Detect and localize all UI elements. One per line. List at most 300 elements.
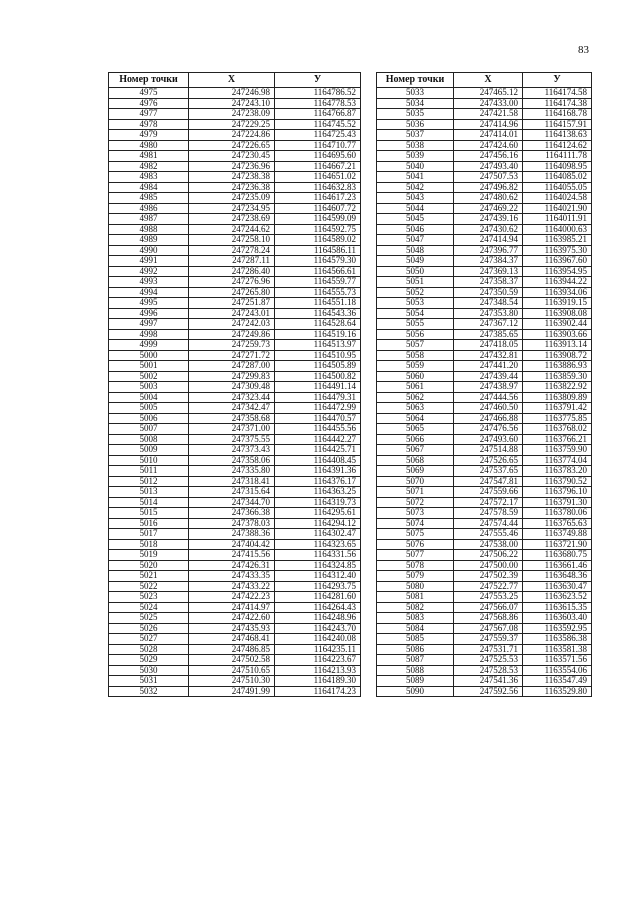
header-y: У: [523, 73, 592, 88]
point-number-cell: 5033: [377, 88, 454, 99]
y-coordinate-cell: 1163547.49: [523, 676, 592, 687]
y-coordinate-cell: 1164607.72: [275, 203, 361, 214]
point-number-cell: 5013: [109, 487, 189, 498]
point-number-cell: 5045: [377, 214, 454, 225]
y-coordinate-cell: 1164248.96: [275, 613, 361, 624]
x-coordinate-cell: 247348.54: [454, 298, 523, 309]
x-coordinate-cell: 247538.00: [454, 539, 523, 550]
table-row: [377, 665, 592, 676]
x-coordinate-cell: 247236.96: [189, 161, 275, 172]
table-row: [109, 193, 361, 204]
point-number-cell: 5080: [377, 581, 454, 592]
point-number-cell: 5030: [109, 665, 189, 676]
point-number-cell: 5009: [109, 445, 189, 456]
table-row: [109, 172, 361, 183]
point-number-cell: 5017: [109, 529, 189, 540]
point-number-cell: 5081: [377, 592, 454, 603]
y-coordinate-cell: 1163944.22: [523, 277, 592, 288]
table-row: [109, 644, 361, 655]
point-number-cell: 5014: [109, 497, 189, 508]
table-row: [377, 308, 592, 319]
y-coordinate-cell: 1164138.63: [523, 130, 592, 141]
x-coordinate-cell: 247358.06: [189, 455, 275, 466]
x-coordinate-cell: 247224.86: [189, 130, 275, 141]
point-number-cell: 5038: [377, 140, 454, 151]
table-row: [377, 655, 592, 666]
y-coordinate-cell: 1163985.21: [523, 235, 592, 246]
y-coordinate-cell: 1164174.58: [523, 88, 592, 99]
y-coordinate-cell: 1163796.10: [523, 487, 592, 498]
y-coordinate-cell: 1164513.97: [275, 340, 361, 351]
point-number-cell: 5068: [377, 455, 454, 466]
y-coordinate-cell: 1163529.80: [523, 686, 592, 697]
x-coordinate-cell: 247287.00: [189, 361, 275, 372]
point-number-cell: 4999: [109, 340, 189, 351]
y-coordinate-cell: 1164189.30: [275, 676, 361, 687]
y-coordinate-cell: 1163581.38: [523, 644, 592, 655]
x-coordinate-cell: 247559.66: [454, 487, 523, 498]
y-coordinate-cell: 1163721.90: [523, 539, 592, 550]
point-number-cell: 5019: [109, 550, 189, 561]
point-number-cell: 5060: [377, 371, 454, 382]
point-number-cell: 5089: [377, 676, 454, 687]
point-number-cell: 5067: [377, 445, 454, 456]
x-coordinate-cell: 247506.22: [454, 550, 523, 561]
point-number-cell: 5032: [109, 686, 189, 697]
table-row: [377, 235, 592, 246]
x-coordinate-cell: 247235.09: [189, 193, 275, 204]
table-row: [377, 214, 592, 225]
point-number-cell: 5059: [377, 361, 454, 372]
point-number-cell: 5055: [377, 319, 454, 330]
point-number-cell: 5028: [109, 644, 189, 655]
table-row: [377, 550, 592, 561]
y-coordinate-cell: 1164011.91: [523, 214, 592, 225]
point-number-cell: 5036: [377, 119, 454, 130]
table-row: [377, 476, 592, 487]
table-row: [109, 203, 361, 214]
y-coordinate-cell: 1164085.02: [523, 172, 592, 183]
x-coordinate-cell: 247500.00: [454, 560, 523, 571]
table-row: [109, 329, 361, 340]
point-number-cell: 4995: [109, 298, 189, 309]
x-coordinate-cell: 247276.96: [189, 277, 275, 288]
header-point-number: Номер точки: [377, 73, 454, 88]
point-number-cell: 5071: [377, 487, 454, 498]
table-row: [377, 98, 592, 109]
x-coordinate-cell: 247422.60: [189, 613, 275, 624]
table-row: [109, 592, 361, 603]
table-row: [109, 623, 361, 634]
point-number-cell: 4998: [109, 329, 189, 340]
y-coordinate-cell: 1164391.36: [275, 466, 361, 477]
x-coordinate-cell: 247350.59: [454, 287, 523, 298]
point-number-cell: 4986: [109, 203, 189, 214]
header-y: У: [275, 73, 361, 88]
x-coordinate-cell: 247480.62: [454, 193, 523, 204]
table-row: [377, 130, 592, 141]
x-coordinate-cell: 247435.93: [189, 623, 275, 634]
point-number-cell: 5043: [377, 193, 454, 204]
table-row: [109, 308, 361, 319]
y-coordinate-cell: 1164376.17: [275, 476, 361, 487]
header-row: [109, 73, 361, 88]
y-coordinate-cell: 1164559.77: [275, 277, 361, 288]
table-row: [109, 455, 361, 466]
table-row: [377, 224, 592, 235]
point-number-cell: 4997: [109, 319, 189, 330]
table-row: [109, 140, 361, 151]
x-coordinate-cell: 247460.50: [454, 403, 523, 414]
point-number-cell: 5023: [109, 592, 189, 603]
table-row: [109, 266, 361, 277]
table-row: [377, 161, 592, 172]
x-coordinate-cell: 247369.13: [454, 266, 523, 277]
point-number-cell: 5077: [377, 550, 454, 561]
point-number-cell: 5053: [377, 298, 454, 309]
y-coordinate-cell: 1164098.95: [523, 161, 592, 172]
table-row: [377, 497, 592, 508]
y-coordinate-cell: 1164528.64: [275, 319, 361, 330]
table-row: [377, 560, 592, 571]
table-row: [109, 518, 361, 529]
table-row: [377, 256, 592, 267]
x-coordinate-cell: 247335.80: [189, 466, 275, 477]
table-row: [377, 508, 592, 519]
point-number-cell: 4992: [109, 266, 189, 277]
x-coordinate-cell: 247242.03: [189, 319, 275, 330]
y-coordinate-cell: 1164324.85: [275, 560, 361, 571]
y-coordinate-cell: 1163783.20: [523, 466, 592, 477]
point-number-cell: 4978: [109, 119, 189, 130]
table-row: [377, 319, 592, 330]
y-coordinate-cell: 1163908.72: [523, 350, 592, 361]
x-coordinate-cell: 247430.62: [454, 224, 523, 235]
y-coordinate-cell: 1164055.05: [523, 182, 592, 193]
x-coordinate-cell: 247426.31: [189, 560, 275, 571]
point-number-cell: 4983: [109, 172, 189, 183]
table-row: [109, 256, 361, 267]
y-coordinate-cell: 1164000.63: [523, 224, 592, 235]
y-coordinate-cell: 1163791.42: [523, 403, 592, 414]
table-row: [377, 266, 592, 277]
point-number-cell: 5054: [377, 308, 454, 319]
point-number-cell: 5052: [377, 287, 454, 298]
x-coordinate-cell: 247566.07: [454, 602, 523, 613]
point-number-cell: 5011: [109, 466, 189, 477]
point-number-cell: 5087: [377, 655, 454, 666]
point-number-cell: 5040: [377, 161, 454, 172]
table-row: [109, 665, 361, 676]
x-coordinate-cell: 247238.69: [189, 214, 275, 225]
table-row: [109, 466, 361, 477]
table-row: [377, 445, 592, 456]
table-row: [377, 686, 592, 697]
table-row: [377, 623, 592, 634]
point-number-cell: 5073: [377, 508, 454, 519]
y-coordinate-cell: 1164264.43: [275, 602, 361, 613]
x-coordinate-cell: 247238.09: [189, 109, 275, 120]
table-row: [377, 634, 592, 645]
table-row: [377, 119, 592, 130]
point-number-cell: 4980: [109, 140, 189, 151]
table-row: [377, 676, 592, 687]
y-coordinate-cell: 1164174.23: [275, 686, 361, 697]
y-coordinate-cell: 1163967.60: [523, 256, 592, 267]
point-number-cell: 5062: [377, 392, 454, 403]
point-number-cell: 4981: [109, 151, 189, 162]
table-row: [377, 361, 592, 372]
point-number-cell: 5084: [377, 623, 454, 634]
point-number-cell: 5050: [377, 266, 454, 277]
point-number-cell: 5079: [377, 571, 454, 582]
y-coordinate-cell: 1163780.06: [523, 508, 592, 519]
x-coordinate-cell: 247353.80: [454, 308, 523, 319]
point-number-cell: 5041: [377, 172, 454, 183]
x-coordinate-cell: 247309.48: [189, 382, 275, 393]
table-row: [377, 287, 592, 298]
x-coordinate-cell: 247414.97: [189, 602, 275, 613]
point-number-cell: 5016: [109, 518, 189, 529]
table-row: [377, 245, 592, 256]
y-coordinate-cell: 1164294.12: [275, 518, 361, 529]
x-coordinate-cell: 247415.56: [189, 550, 275, 561]
point-number-cell: 5082: [377, 602, 454, 613]
x-coordinate-cell: 247414.96: [454, 119, 523, 130]
y-coordinate-cell: 1163759.90: [523, 445, 592, 456]
x-coordinate-cell: 247414.94: [454, 235, 523, 246]
table-row: [377, 109, 592, 120]
point-number-cell: 5046: [377, 224, 454, 235]
table-row: [109, 235, 361, 246]
point-number-cell: 5010: [109, 455, 189, 466]
y-coordinate-cell: 1164519.16: [275, 329, 361, 340]
x-coordinate-cell: 247367.12: [454, 319, 523, 330]
table-row: [109, 182, 361, 193]
y-coordinate-cell: 1164586.11: [275, 245, 361, 256]
x-coordinate-cell: 247414.01: [454, 130, 523, 141]
x-coordinate-cell: 247385.65: [454, 329, 523, 340]
y-coordinate-cell: 1164510.95: [275, 350, 361, 361]
x-coordinate-cell: 247251.87: [189, 298, 275, 309]
point-number-cell: 4994: [109, 287, 189, 298]
y-coordinate-cell: 1163554.06: [523, 665, 592, 676]
y-coordinate-cell: 1163822.92: [523, 382, 592, 393]
point-number-cell: 5078: [377, 560, 454, 571]
x-coordinate-cell: 247323.44: [189, 392, 275, 403]
y-coordinate-cell: 1163648.36: [523, 571, 592, 582]
point-number-cell: 5024: [109, 602, 189, 613]
x-coordinate-cell: 247491.99: [189, 686, 275, 697]
x-coordinate-cell: 247465.12: [454, 88, 523, 99]
point-number-cell: 4975: [109, 88, 189, 99]
table-row: [109, 361, 361, 372]
point-number-cell: 5061: [377, 382, 454, 393]
y-coordinate-cell: 1164312.40: [275, 571, 361, 582]
point-number-cell: 5035: [377, 109, 454, 120]
y-coordinate-cell: 1164293.75: [275, 581, 361, 592]
table-row: [109, 340, 361, 351]
x-coordinate-cell: 247375.55: [189, 434, 275, 445]
point-number-cell: 5075: [377, 529, 454, 540]
point-number-cell: 5064: [377, 413, 454, 424]
y-coordinate-cell: 1164500.82: [275, 371, 361, 382]
y-coordinate-cell: 1164599.09: [275, 214, 361, 225]
table-row: [109, 277, 361, 288]
x-coordinate-cell: 247418.05: [454, 340, 523, 351]
point-number-cell: 4977: [109, 109, 189, 120]
point-number-cell: 5083: [377, 613, 454, 624]
point-number-cell: 4996: [109, 308, 189, 319]
point-number-cell: 5058: [377, 350, 454, 361]
y-coordinate-cell: 1164223.67: [275, 655, 361, 666]
point-number-cell: 4976: [109, 98, 189, 109]
point-number-cell: 4988: [109, 224, 189, 235]
table-row: [109, 224, 361, 235]
y-coordinate-cell: 1164240.08: [275, 634, 361, 645]
table-row: [377, 203, 592, 214]
page-number: 83: [578, 44, 589, 56]
point-number-cell: 4982: [109, 161, 189, 172]
y-coordinate-cell: 1163592.95: [523, 623, 592, 634]
point-number-cell: 5015: [109, 508, 189, 519]
y-coordinate-cell: 1164442.27: [275, 434, 361, 445]
table-row: [109, 571, 361, 582]
x-coordinate-cell: 247238.38: [189, 172, 275, 183]
point-number-cell: 5000: [109, 350, 189, 361]
table-row: [377, 529, 592, 540]
x-coordinate-cell: 247493.60: [454, 434, 523, 445]
x-coordinate-cell: 247528.53: [454, 665, 523, 676]
y-coordinate-cell: 1163790.52: [523, 476, 592, 487]
x-coordinate-cell: 247574.44: [454, 518, 523, 529]
point-number-cell: 5066: [377, 434, 454, 445]
y-coordinate-cell: 1163934.06: [523, 287, 592, 298]
y-coordinate-cell: 1163975.30: [523, 245, 592, 256]
point-number-cell: 5048: [377, 245, 454, 256]
table-row: [109, 151, 361, 162]
table-row: [109, 109, 361, 120]
x-coordinate-cell: 247246.98: [189, 88, 275, 99]
y-coordinate-cell: 1164174.38: [523, 98, 592, 109]
x-coordinate-cell: 247422.23: [189, 592, 275, 603]
point-number-cell: 5012: [109, 476, 189, 487]
point-number-cell: 5022: [109, 581, 189, 592]
table-row: [377, 602, 592, 613]
point-number-cell: 5051: [377, 277, 454, 288]
table-row: [109, 613, 361, 624]
point-number-cell: 4989: [109, 235, 189, 246]
table-row: [377, 277, 592, 288]
point-number-cell: 5044: [377, 203, 454, 214]
y-coordinate-cell: 1163859.30: [523, 371, 592, 382]
point-number-cell: 5085: [377, 634, 454, 645]
y-coordinate-cell: 1164021.90: [523, 203, 592, 214]
y-coordinate-cell: 1164157.91: [523, 119, 592, 130]
table-row: [377, 182, 592, 193]
point-number-cell: 5029: [109, 655, 189, 666]
y-coordinate-cell: 1164745.52: [275, 119, 361, 130]
x-coordinate-cell: 247299.83: [189, 371, 275, 382]
table-row: [109, 676, 361, 687]
y-coordinate-cell: 1164543.36: [275, 308, 361, 319]
x-coordinate-cell: 247468.41: [189, 634, 275, 645]
point-number-cell: 4993: [109, 277, 189, 288]
table-row: [377, 592, 592, 603]
x-coordinate-cell: 247396.77: [454, 245, 523, 256]
table-row: [109, 88, 361, 99]
table-row: [377, 151, 592, 162]
point-number-cell: 5065: [377, 424, 454, 435]
x-coordinate-cell: 247373.43: [189, 445, 275, 456]
y-coordinate-cell: 1163571.56: [523, 655, 592, 666]
point-number-cell: 5090: [377, 686, 454, 697]
x-coordinate-cell: 247592.56: [454, 686, 523, 697]
table-row: [377, 518, 592, 529]
x-coordinate-cell: 247537.65: [454, 466, 523, 477]
x-coordinate-cell: 247318.41: [189, 476, 275, 487]
point-number-cell: 5049: [377, 256, 454, 267]
x-coordinate-cell: 247258.10: [189, 235, 275, 246]
y-coordinate-cell: 1164302.47: [275, 529, 361, 540]
y-coordinate-cell: 1164168.78: [523, 109, 592, 120]
y-coordinate-cell: 1164566.61: [275, 266, 361, 277]
x-coordinate-cell: 247510.65: [189, 665, 275, 676]
x-coordinate-cell: 247226.65: [189, 140, 275, 151]
table-row: [109, 560, 361, 571]
table-row: [377, 571, 592, 582]
y-coordinate-cell: 1164551.18: [275, 298, 361, 309]
table-row: [109, 98, 361, 109]
x-coordinate-cell: 247271.72: [189, 350, 275, 361]
x-coordinate-cell: 247358.37: [454, 277, 523, 288]
header-row: [377, 73, 592, 88]
coordinates-table-right: [376, 72, 592, 697]
table-row: [109, 529, 361, 540]
table-row: [377, 613, 592, 624]
table-row: [109, 130, 361, 141]
y-coordinate-cell: 1163661.46: [523, 560, 592, 571]
point-number-cell: 5003: [109, 382, 189, 393]
header-point-number: Номер точки: [109, 73, 189, 88]
table-row: [109, 319, 361, 330]
table-row: [109, 382, 361, 393]
table-row: [109, 424, 361, 435]
y-coordinate-cell: 1163749.88: [523, 529, 592, 540]
x-coordinate-cell: 247502.58: [189, 655, 275, 666]
point-number-cell: 4990: [109, 245, 189, 256]
table-row: [377, 329, 592, 340]
table-row: [377, 403, 592, 414]
y-coordinate-cell: 1164667.21: [275, 161, 361, 172]
x-coordinate-cell: 247547.81: [454, 476, 523, 487]
table-row: [109, 350, 361, 361]
y-coordinate-cell: 1164124.62: [523, 140, 592, 151]
table-row: [109, 539, 361, 550]
y-coordinate-cell: 1164786.52: [275, 88, 361, 99]
y-coordinate-cell: 1163809.89: [523, 392, 592, 403]
x-coordinate-cell: 247439.44: [454, 371, 523, 382]
x-coordinate-cell: 247456.16: [454, 151, 523, 162]
y-coordinate-cell: 1164766.87: [275, 109, 361, 120]
y-coordinate-cell: 1164319.73: [275, 497, 361, 508]
point-number-cell: 5002: [109, 371, 189, 382]
point-number-cell: 5026: [109, 623, 189, 634]
table-row: [377, 413, 592, 424]
x-coordinate-cell: 247366.38: [189, 508, 275, 519]
point-number-cell: 4987: [109, 214, 189, 225]
x-coordinate-cell: 247421.58: [454, 109, 523, 120]
